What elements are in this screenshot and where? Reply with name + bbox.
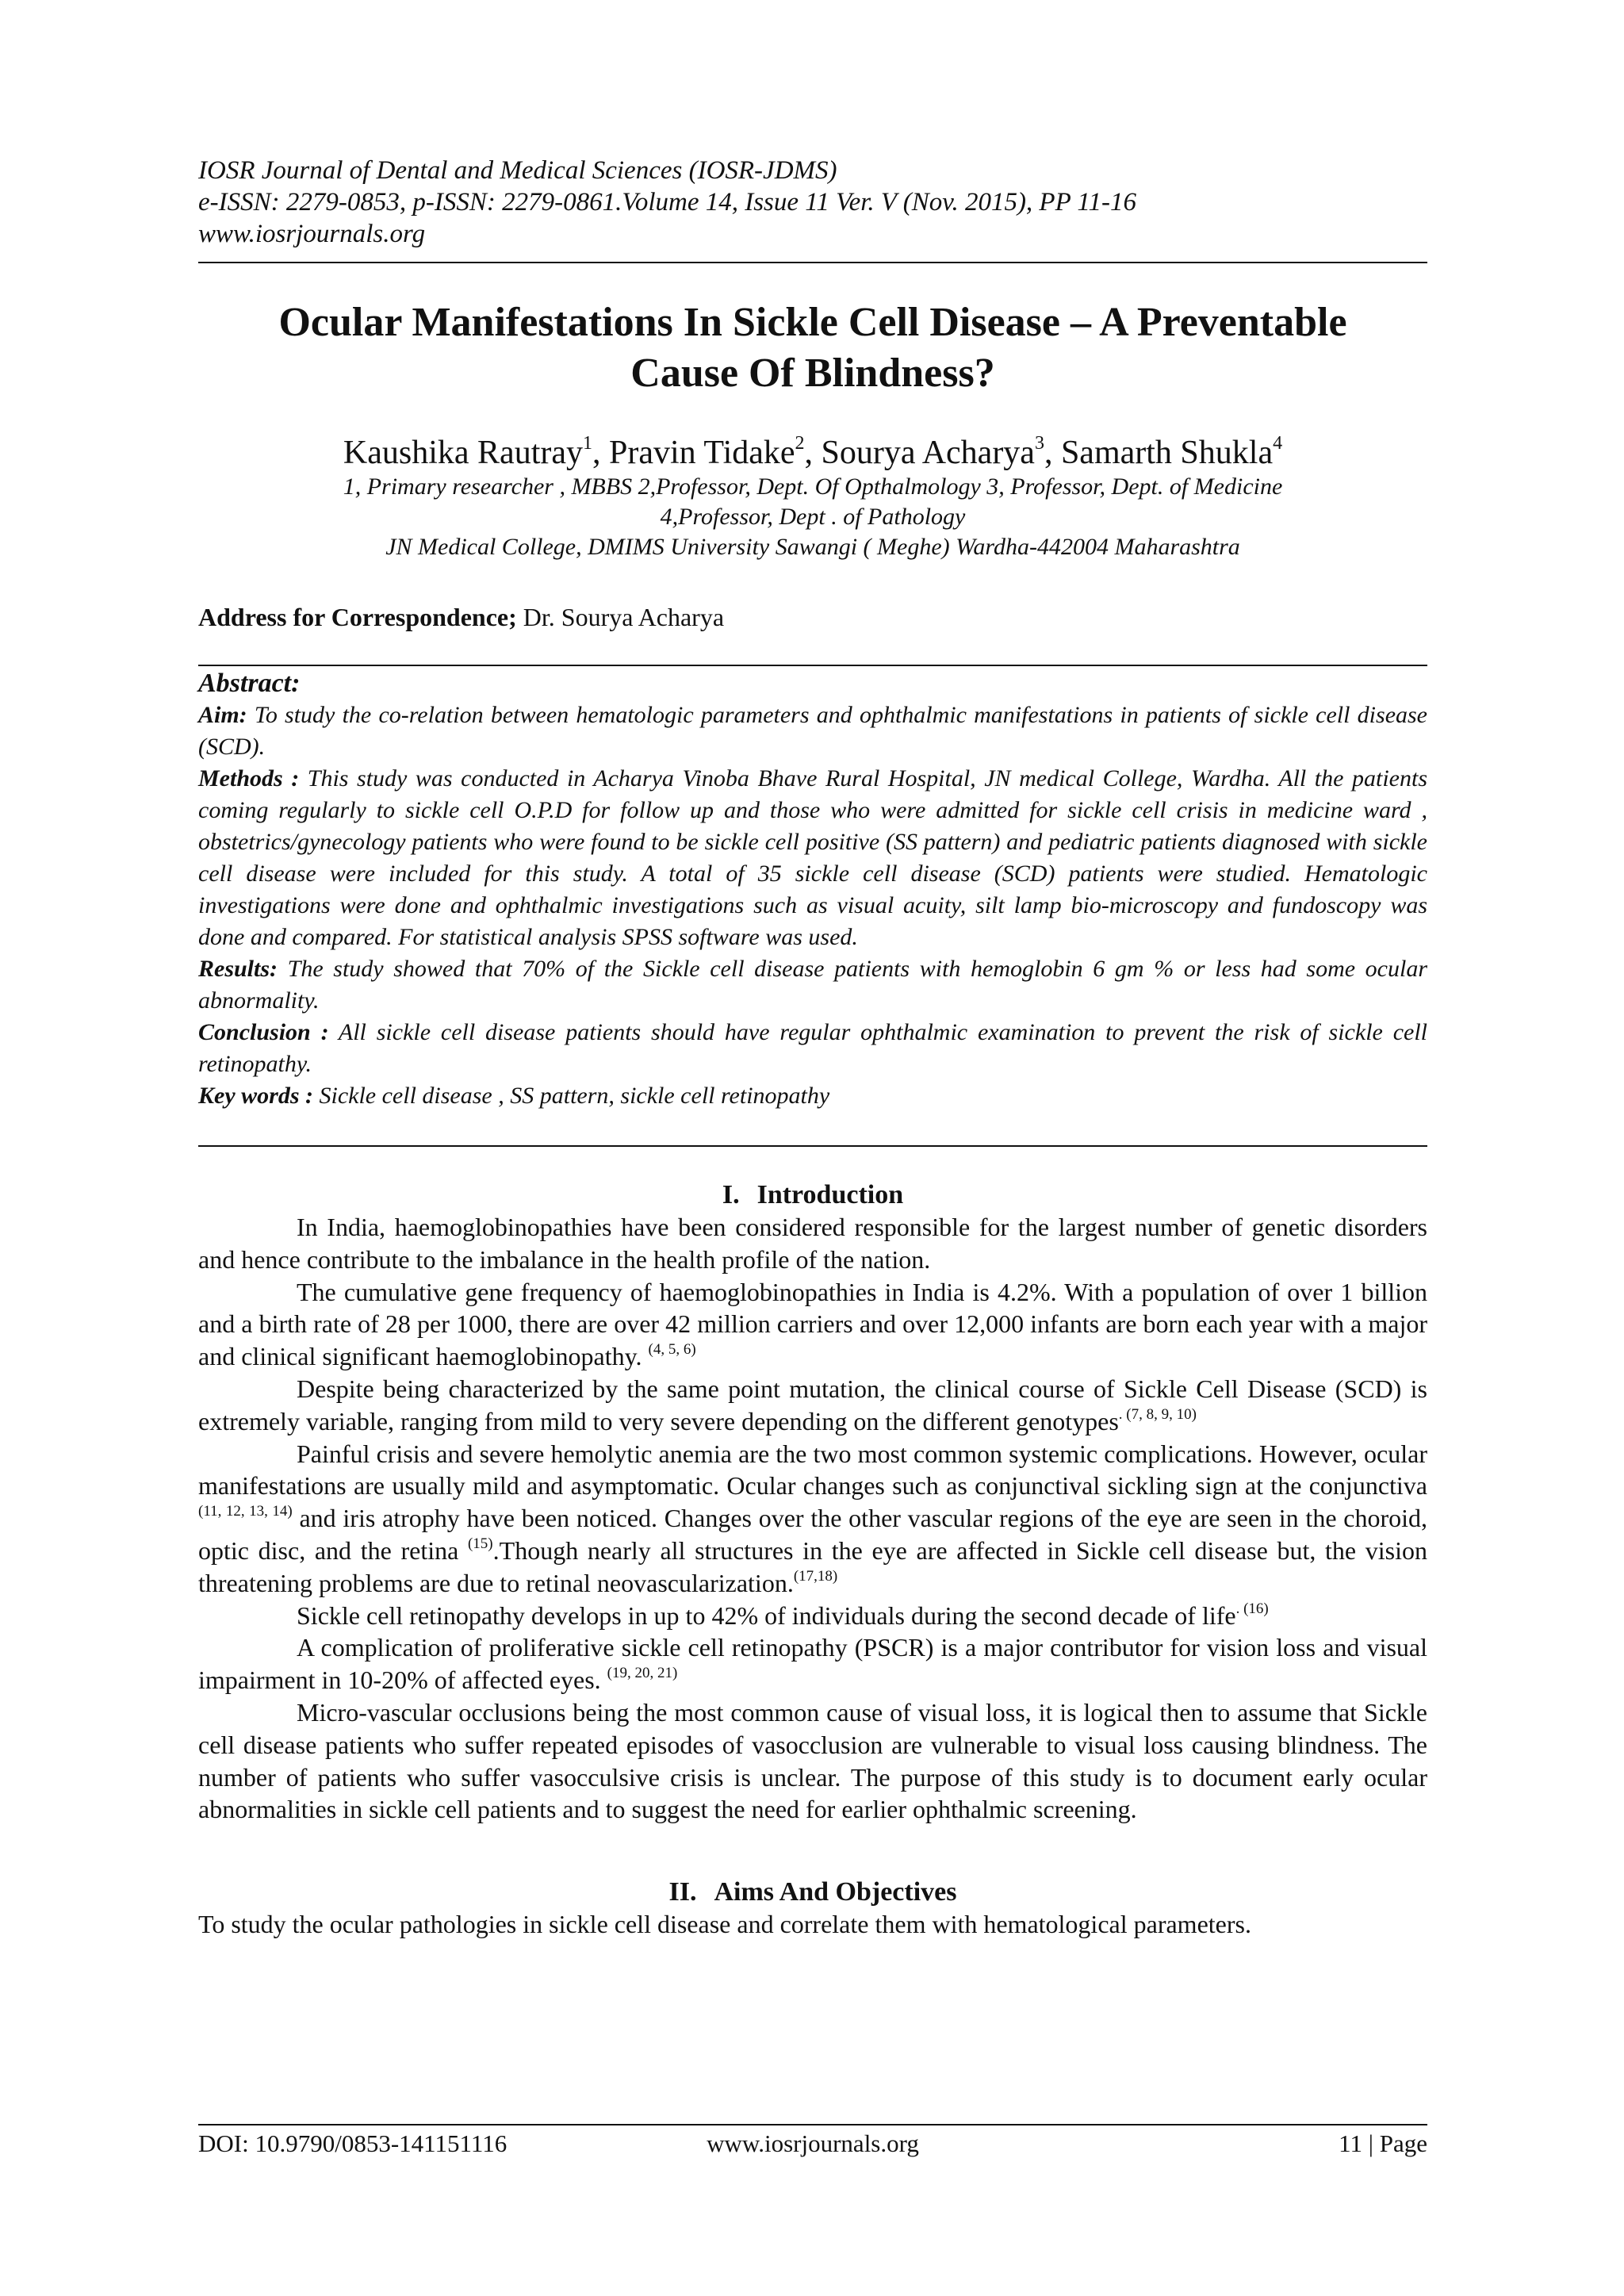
correspondence-label: Address for Correspondence; [198,603,517,631]
citation: (11, 12, 13, 14) [198,1503,293,1520]
affiliation-line: 1, Primary researcher , MBBS 2,Professor, Dept. Of Opthalmology 3, Professor, Dept. of Medicine [343,473,1283,500]
section-number: II. [668,1877,697,1907]
abstract-bottom-rule [198,1145,1427,1147]
author-affil-number: 4 [1273,433,1283,454]
aims-paragraph: To study the ocular pathologies in sickle cell disease and correlate them with hematological parameters. [198,1910,1251,1938]
intro-paragraph-7: Micro-vascular occlusions being the most common cause of visual loss, it is logical then to assume that Sickle cell disease patients who suffer repeated episodes of vasocclusion are vulnerable to visual loss causing blindness. The number of patients who suffer vasocculsive crisis is unclear. The purpose of this study is to document early ocular abnormalities in sickle cell patients and to suggest the need for earlier ophthalmic screening. [198,1697,1427,1824]
citation: . (7, 8, 9, 10) [1118,1405,1197,1423]
citation: (15) [467,1535,493,1552]
aim-text: To study the co-relation between hematologic parameters and ophthalmic manifestations in patients of sickle cell disease (SCD). [198,702,1428,760]
conclusion-text: All sickle cell disease patients should have regular ophthalmic examination to prevent the risk of sickle cell retinopathy. [198,1019,1427,1077]
results-text: The study showed that 70% of the Sickle cell disease patients with hemoglobin 6 gm % or less had some ocular abnormality. [198,956,1427,1014]
keywords-text: Sickle cell disease , SS pattern, sickle cell retinopathy [319,1083,830,1109]
intro-paragraph-1: In India, haemoglobinopathies have been considered responsible for the largest number of genetic disorders and hence contribute to the imbalance in the health profile of the nation. [198,1213,1427,1274]
footer-doi: DOI: 10.9790/0853-141151116 [198,2129,508,2157]
results-label: Results: [198,956,278,982]
aims-section [198,1876,1427,1941]
citation: (19, 20, 21) [607,1665,678,1682]
title-line-1: Ocular Manifestations In Sickle Cell Disease – A Preventable [278,300,1347,345]
section-title: Introduction [756,1180,904,1209]
paper-title [198,297,1427,399]
footer-rule [198,2124,1427,2125]
title-line-2: Cause Of Blindness? [630,351,995,396]
author-affil-number: 2 [795,433,805,454]
abstract-methods [198,763,1427,953]
author-name: Kaushika Rautray [343,435,583,471]
abstract-top-rule [198,665,1427,666]
author-list: Kaushika Rautray$^1$, Pravin Tidake$^2$, Sourya Acharya$^3$, Samarth Shukla$^4$ [343,433,1283,471]
section-title: Aims And Objectives [714,1877,957,1907]
affiliation-line: 4,Professor, Dept . of Pathology [660,504,966,530]
author-name: Samarth Shukla [1060,435,1274,471]
abstract-block [198,668,1427,1112]
affiliations [198,472,1427,562]
citation: (17,18) [793,1567,838,1585]
correspondence [198,601,1427,633]
author-name: Pravin Tidake [609,435,795,471]
author-name: Sourya Acharya [821,435,1035,471]
author-affil-number: 3 [1034,433,1044,454]
intro-paragraph-4: Painful crisis and severe hemolytic anemia are the two most common systemic complications. However, ocular manifestations are usually mild and asymptomatic. Ocular changes such as conjunctival sickling sign at the conjunctiva $^{(11, 12, 13, 14)}$ and iris atrophy have been noticed. Changes over the other vascular regions of the eye are seen in the choroid, optic disc, and the retina $^{(15)}$.Though nearly all structures in the eye are affected in Sickle cell disease but, the vision threatening problems are due to retinal neovascularization.$^{(17,18)}$ [198,1439,1428,1597]
journal-header [198,155,1427,250]
journal-name: IOSR Journal of Dental and Medical Sciences (IOSR-JDMS) [198,156,837,185]
abstract-conclusion [198,1017,1427,1080]
intro-paragraph-5: Sickle cell retinopathy develops in up to 42% of individuals during the second decade of life$^{. (16)}$ [297,1600,1269,1630]
section-heading-aims [198,1876,1427,1908]
conclusion-label: Conclusion : [198,1019,329,1045]
author-affil-number: 1 [583,433,592,454]
intro-paragraph-6: A complication of proliferative sickle cell retinopathy (PSCR) is a major contributor for vision loss and visual impairment in 10-20% of affected eyes. $^{(19, 20, 21)}$ [198,1633,1427,1695]
abstract-results [198,953,1427,1017]
aim-label: Aim: [198,702,247,728]
header-rule [198,262,1427,263]
journal-website: www.iosrjournals.org [198,220,426,248]
affiliation-line: JN Medical College, DMIMS University Sawangi ( Meghe) Wardha-442004 Maharashtra [385,534,1240,560]
intro-paragraph-2: The cumulative gene frequency of haemoglobinopathies in India is 4.2%. With a population of over 1 billion and a birth rate of 28 per 1000, there are over 42 million carriers and over 12,000 infants are born each year with a major and clinical significant haemoglobinopathy. $^{(4, 5, 6)}$ [198,1277,1427,1371]
abstract-heading: Abstract: [198,669,301,698]
correspondence-name: Dr. Sourya Acharya [523,603,725,631]
intro-paragraph-3: Despite being characterized by the same point mutation, the clinical course of Sickle Cell Disease (SCD) is extremely variable, ranging from mild to very severe depending on the different genotypes$^{. (7, 8, 9, 10)}$ [198,1374,1427,1435]
methods-text: This study was conducted in Acharya Vinoba Bhave Rural Hospital, JN medical College, Wardha. All the patients coming regularly to sickle cell O.P.D for follow up and those who were admitted for sickle cell crisis in medicine ward , obstetrics/gynecology patients who were found to be sickle cell positive (SS pattern) and pediatric patients diagnosed with sickle cell disease were included for this study. A total of 35 sickle cell disease (SCD) patients were studied. Hematologic investigations were done and ophthalmic investigations such as visual acuity, silt lamp bio-microscopy and fundoscopy was done and compared. For statistical analysis SPSS software was used. [198,765,1427,950]
journal-issn: e-ISSN: 2279-0853, p-ISSN: 2279-0861.Volume 14, Issue 11 Ver. V (Nov. 2015), PP 11-16 [198,188,1136,217]
abstract-aim [198,700,1427,763]
keywords-label: Key words : [198,1083,313,1109]
citation: (4, 5, 6) [648,1341,696,1359]
abstract-keywords [198,1080,1427,1112]
section-number: I. [722,1180,740,1209]
section-heading-introduction [198,1179,1427,1211]
footer-page-number: 11 | Page [1339,2129,1427,2157]
introduction-section [198,1179,1427,1826]
footer-website: www.iosrjournals.org [707,2129,919,2157]
methods-label: Methods : [198,765,300,792]
citation: . (16) [1235,1600,1269,1617]
